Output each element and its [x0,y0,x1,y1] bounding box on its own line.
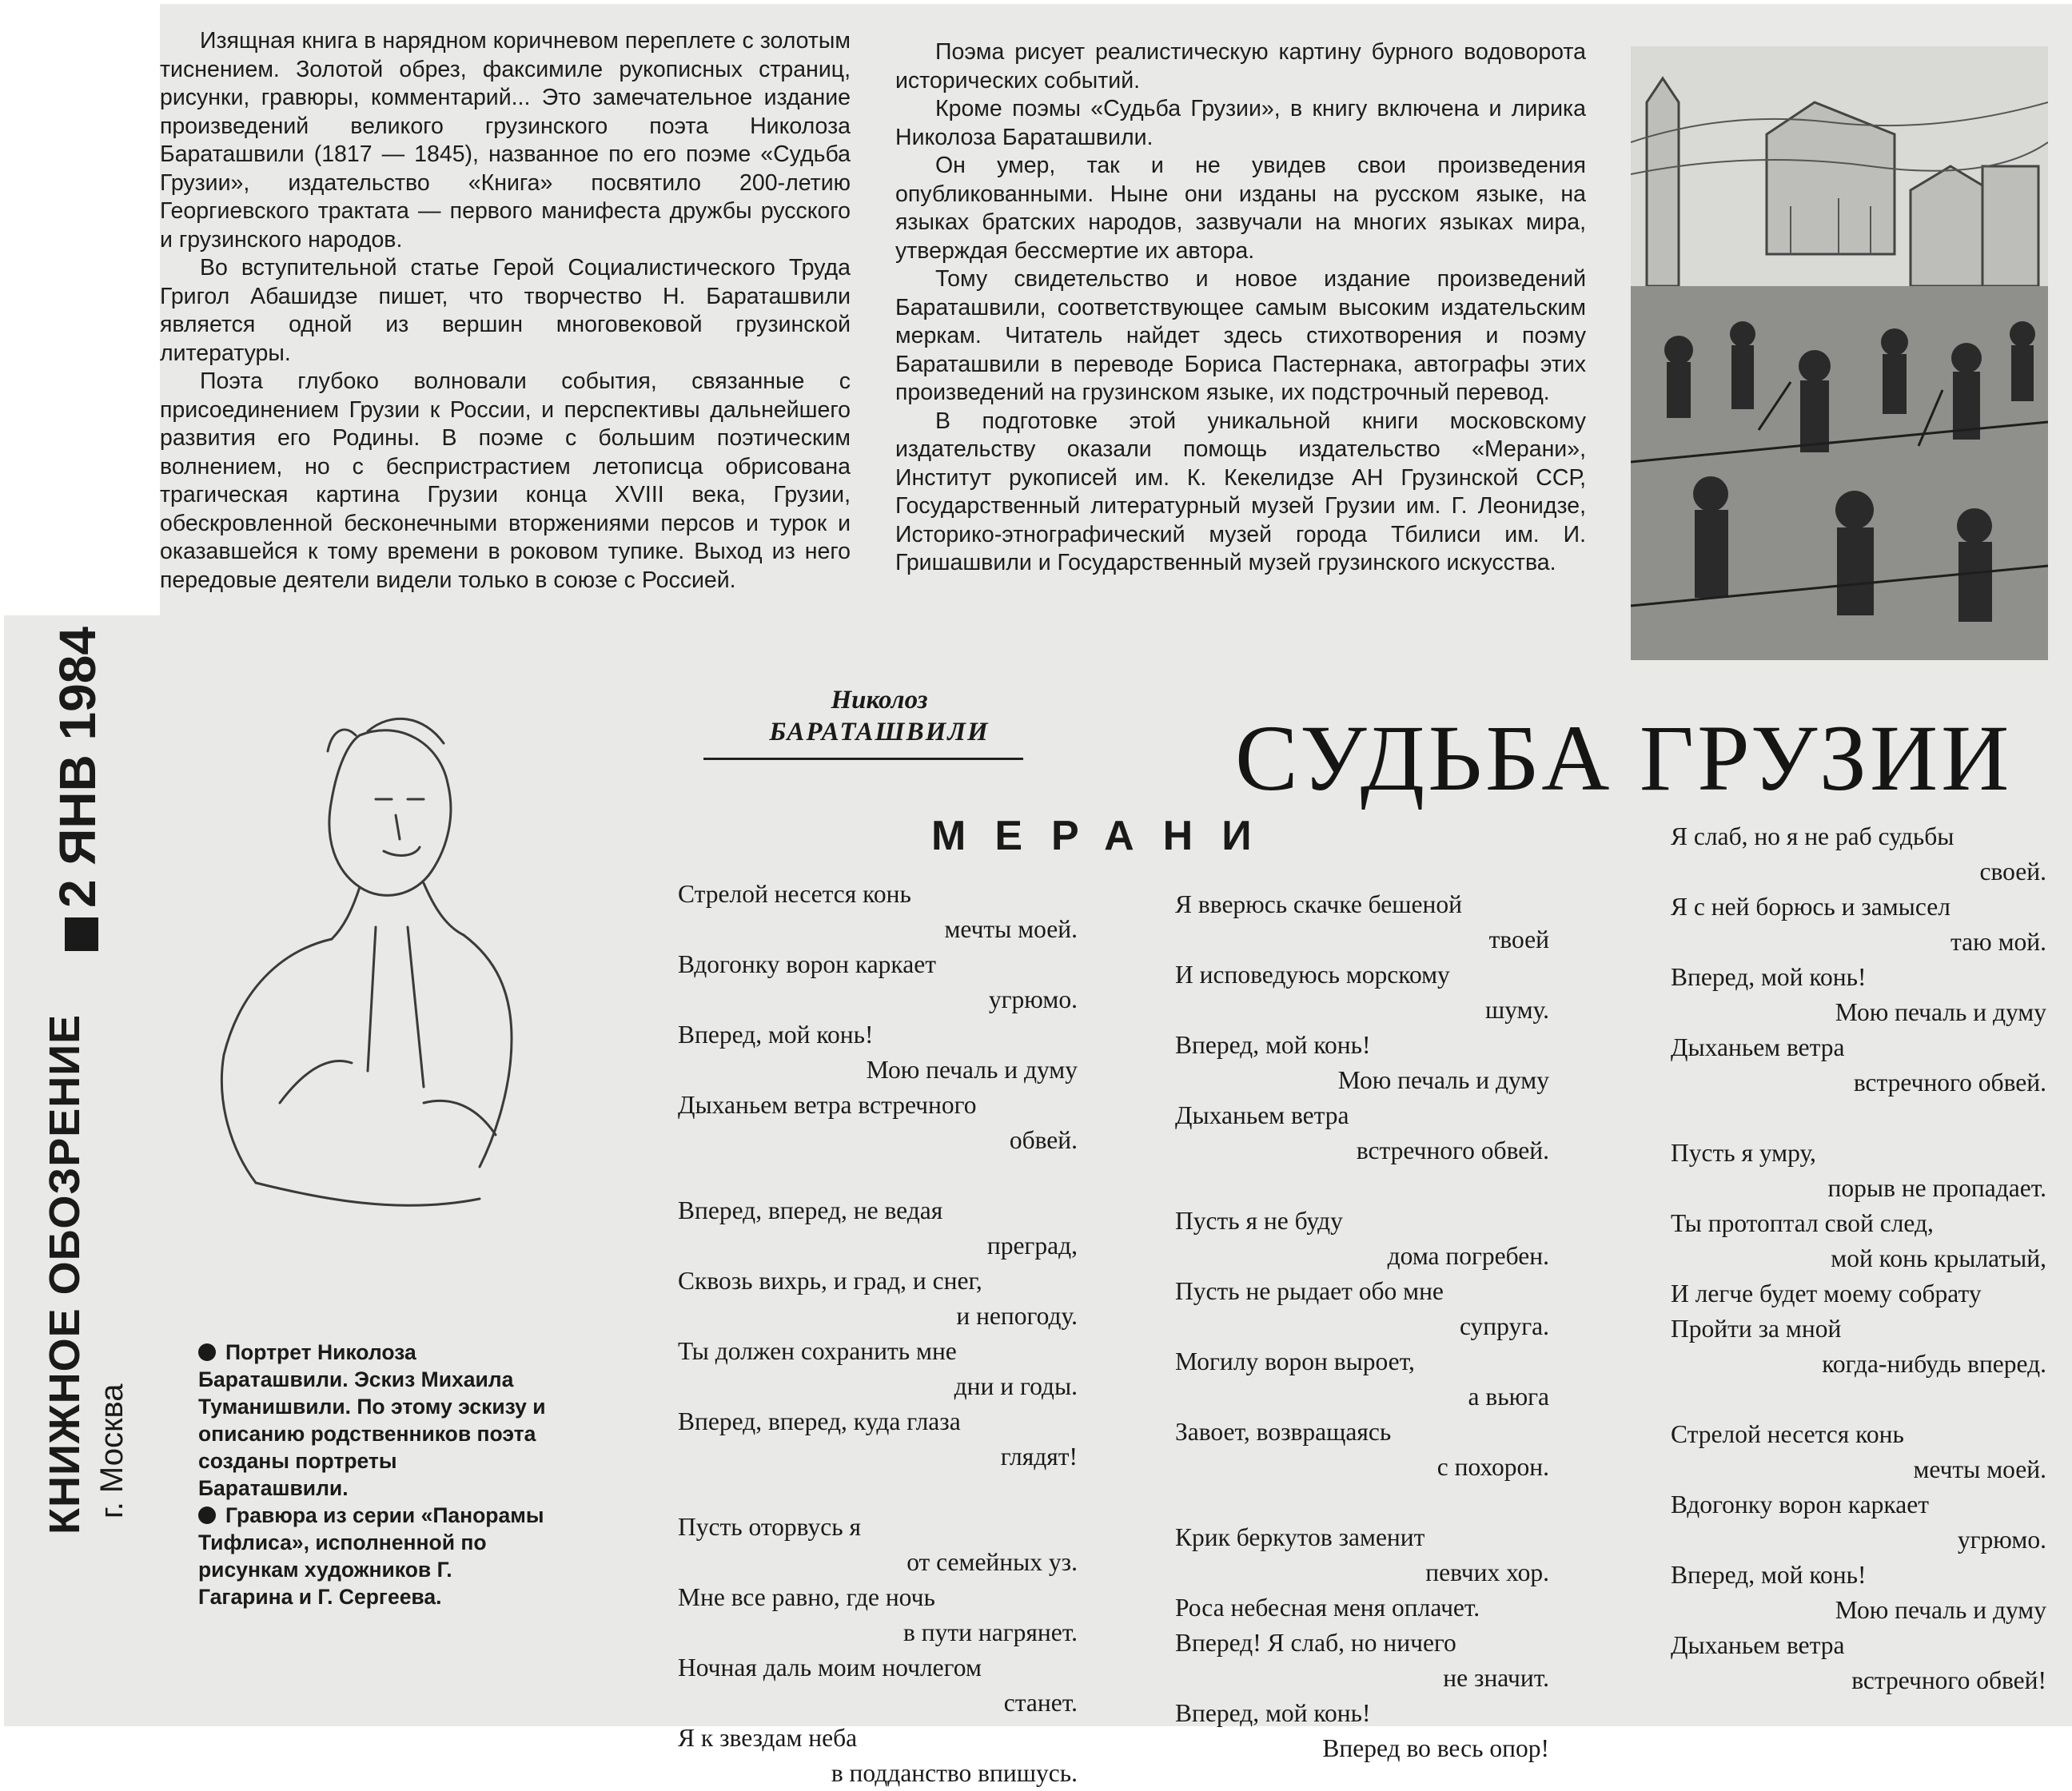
intro-column-2 [895,38,1586,578]
stamp-mark-icon [65,917,98,951]
poem-line: с похорон. [1436,1453,1549,1481]
portrait-sketch-baratashvili [160,687,560,1311]
poem-line: и непогоду. [956,1302,1078,1330]
poem-line: Мою печаль и думу [866,1056,1078,1084]
poem-line: Вперед во весь опор! [1322,1734,1549,1762]
stanza-gap [1671,1382,2046,1417]
caption-text: Гравюра из серии «Панорамы Тифлиса», исполненной по рисункам художников Г. Гагарина и Г. Сергеева. [198,1503,544,1609]
poem-line: Ты протоптал свой след, [1671,1209,1934,1237]
intro-paragraph: Поэта глубоко волновали события, связанные с присоединением Грузии к России, и перспективы дальнейшего развития его Родины. В поэме с большим поэтическим волнением, но с беспристрастием летописца обрисована трагическая картина Грузии конца XVIII века, Грузии, обескровленной бесконечными вторжениями персов и турок и оказавшейся к тому времени в роковом тупике. Выход из него передовые деятели видели только в союзе с Россией. [160,368,851,593]
poem-line: угрюмо. [1957,1526,2046,1554]
poem-line: Пусть я не буду [1175,1207,1343,1235]
illustration-captions [198,1339,550,1610]
intro-paragraph: Во вступительной статье Герой Социалистического Труда Григол Абашидзе пишет, что творчество Н. Бараташвили является одной из вершин многовековой грузинской литературы. [160,255,851,366]
poem-line: Мою печаль и думу [1337,1066,1549,1094]
city-stamp: г. Москва [94,1383,130,1518]
caption-item [198,1339,550,1502]
stamp-date: 2 ЯНВ 1984 [49,627,106,908]
author-name [703,684,1055,748]
poem-line: Пусть не рыдает обо мне [1175,1277,1444,1305]
poem-line: преград, [986,1232,1078,1260]
intro-paragraph: Изящная книга в нарядном коричневом переплете с золотым тиснением. Золотой обрез, факсимиле рукописных страниц, рисунки, гравюры, комментарий... Это замечательное издание произведений великого грузинского поэта Николоза Бараташвили (1817 — 1845), названное по его поэме «Судьба Грузии», издательство «Книга» посвятило 200-летию Георгиевского трактата — первого манифеста дружбы русского и грузинского народов. [160,28,851,253]
poem-line: Стрелой несется конь [678,880,911,908]
poem-title: МЕРАНИ [931,813,1281,859]
poem-line: в подданство впишусь. [831,1759,1078,1787]
poem-line: Вперед, мой конь! [1671,963,1867,991]
poem-line: И легче будет моему собрату [1671,1280,1982,1307]
poem-line: певчих хор. [1425,1558,1549,1586]
poem-column-1 [678,877,1078,1791]
intro-paragraph: В подготовке этой уникальной книги московскому издательству оказали помощь издательство «Мерани», Институт рукописей им. К. Кекелидзе АН Грузинской ССР, Государственный литературный музей Грузии им. Г. Леонидзе, Историко-этнографический музей города Тбилиси им. И. Гришашвили и Государственный музей грузинского искусства. [895,408,1586,575]
stanza-gap [1175,1168,1549,1204]
poem-line: Вперед, мой конь! [1671,1561,1867,1589]
bullet-icon [198,1343,216,1361]
poem-line: не значит. [1443,1664,1549,1692]
poem-line: Мне все равно, где ночь [678,1583,935,1611]
poem-line: Вперед, мой конь! [1175,1031,1371,1059]
poem-line: Ночная даль моим ночлегом [678,1654,982,1682]
poem-line: встречного обвей. [1853,1069,2046,1096]
stanza-gap [1671,1100,2046,1136]
stanza-gap [678,1475,1078,1510]
caption-text: Портрет Николоза Бараташвили. Эскиз Михаила Туманишвили. По этому эскизу и описанию родственников поэта созданы портреты Бараташвили. [198,1340,546,1500]
poem-line: встречного обвей! [1851,1666,2046,1694]
author-first-name: Николоз [831,686,928,714]
poem-line: Вдогонку ворон каркает [1671,1491,1929,1518]
poem-line: а вьюга [1468,1383,1549,1411]
intro-column-1 [160,27,851,595]
poem-line: Крик беркутов заменит [1175,1523,1425,1551]
poem-line: Пусть я умру, [1671,1139,1816,1167]
newspaper-name-stamp: КНИЖНОЕ ОБОЗРЕНИЕ [41,1013,89,1534]
poem-line: мечты моей. [1913,1455,2046,1483]
engraving-panorama-tiflis [1631,46,2048,660]
poem-line: Стрелой несется конь [1671,1420,1904,1448]
poem-line: Я слаб, но я не раб судьбы [1671,822,1954,850]
poem-line: таю мой. [1950,928,2046,956]
poem-line: шуму. [1485,996,1549,1024]
poem-line: Завоет, возвращаясь [1175,1418,1392,1446]
clipping-date-stamp [48,627,107,951]
poem-line: Дыханьем ветра [1671,1033,1845,1061]
poem-line: твоей [1488,925,1549,953]
author-underline [703,758,1023,760]
poem-column-3 [1671,819,2046,1698]
poem-line: Я к звездам неба [678,1724,858,1752]
poem-line: Пройти за мной [1671,1315,1842,1343]
poem-line: от семейных уз. [906,1548,1078,1576]
poem-line: Пусть оторвусь я [678,1513,861,1541]
poem-line: Дыханьем ветра [1671,1631,1845,1659]
poem-line: дни и годы. [954,1372,1078,1400]
poem-line: встречного обвей. [1356,1136,1549,1164]
poem-line: Ты должен сохранить мне [678,1337,957,1365]
intro-paragraph: Тому свидетельство и новое издание произведений Бараташвили, соответствующее самым высоким издательским меркам. Читатель найдет здесь стихотворения и поэму Бараташвили в переводе Бориса Пастернака, автографы этих произведений на грузинском языке, их подстрочный перевод. [895,266,1586,405]
poem-line: в пути нагрянет. [903,1618,1078,1646]
poem-line: Вдогонку ворон каркает [678,950,936,978]
poem-line: Вперед, мой конь! [1175,1699,1371,1727]
stanza-gap [1175,1485,1549,1520]
intro-paragraph: Поэма рисует реалистическую картину бурного водоворота исторических событий. [895,39,1586,94]
poem-line: Мою печаль и думу [1835,1596,2046,1624]
poem-line: дома погребен. [1387,1242,1549,1270]
poem-line: Я вверюсь скачке бешеной [1175,890,1462,918]
poem-line: станет. [1003,1689,1078,1717]
stanza-gap [678,1158,1078,1193]
poem-column-2 [1175,887,1549,1766]
poem-line: Могилу ворон выроет, [1175,1347,1415,1375]
book-title: СУДЬБА ГРУЗИИ [1235,706,2013,810]
poem-line: Вперед, вперед, куда глаза [678,1407,961,1435]
poem-line: Я с ней борюсь и замысел [1671,893,1950,921]
poem-line: Вперед, вперед, не ведая [678,1196,943,1224]
poem-line: угрюмо. [988,985,1078,1013]
intro-paragraph: Он умер, так и не увидев свои произведения опубликованными. Ныне они изданы на русском языке, на языках братских народов, зазвучали на многих языках мира, утверждая бессмертие их автора. [895,153,1586,264]
bullet-icon [198,1506,216,1524]
poem-line: Сквозь вихрь, и град, и снег, [678,1267,982,1295]
poem-line: Вперед! Я слаб, но ничего [1175,1629,1456,1657]
poem-line: Дыханьем ветра [1175,1101,1349,1129]
poem-line: Мою печаль и думу [1835,998,2046,1026]
poem-line: Роса небесная меня оплачет. [1175,1594,1480,1622]
intro-paragraph: Кроме поэмы «Судьба Грузии», в книгу включена и лирика Николоза Бараташвили. [895,96,1586,150]
poem-line: мечты моей. [944,915,1078,943]
poem-line: мой конь крылатый, [1831,1244,2046,1272]
poem-line: Дыханьем ветра встречного [678,1091,977,1119]
caption-item [198,1502,550,1610]
poem-line: когда-нибудь вперед. [1822,1350,2046,1378]
poem-line: глядят! [1000,1443,1078,1471]
poem-line: супруга. [1459,1312,1549,1340]
poem-line: И исповедуюсь морскому [1175,961,1450,989]
poem-line: своей. [1979,858,2046,886]
poem-line: обвей. [1009,1126,1078,1154]
poem-line: порыв не пропадает. [1827,1174,2046,1202]
author-last-name: БАРАТАШВИЛИ [769,718,990,746]
poem-line: Вперед, мой конь! [678,1021,874,1049]
